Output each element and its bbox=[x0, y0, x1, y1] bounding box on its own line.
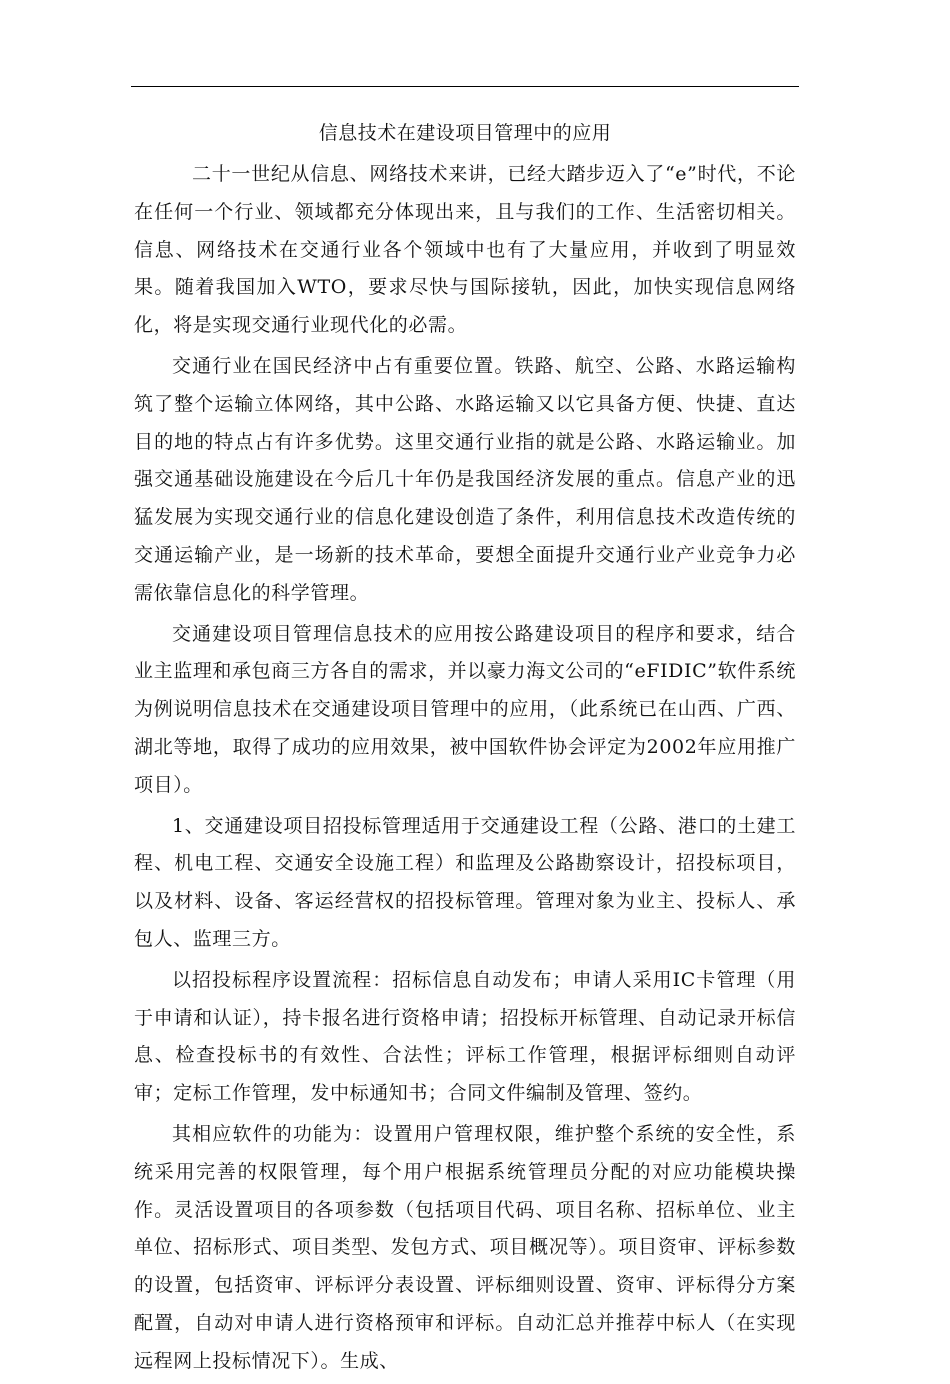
paragraph: 二十一世纪从信息、网络技术来讲，已经大踏步迈入了“e”时代，不论在任何一个行业、领域都充分体现出来，且与我们的工作、生活密切相关。信息、网络技术在交通行业各个领域中也有了大量应用，并收到了明显效果。随着我国加入WTO，要求尽快与国际接轨，因此，加快实现信息网络化，将是实现交通行业现代化的必需。 bbox=[134, 163, 796, 337]
paragraph: 1、交通建设项目招投标管理适用于交通建设工程（公路、港口的土建工程、机电工程、交通安全设施工程）和监理及公路勘察设计，招投标项目，以及材料、设备、客运经营权的招投标管理。管理对象为业主、投标人、承包人、监理三方。 bbox=[134, 814, 796, 950]
document-body bbox=[134, 156, 796, 1384]
paragraph: 以招投标程序设置流程：招标信息自动发布；申请人采用IC卡管理（用于申请和认证），持卡报名进行资格申请；招投标开标管理、自动记录开标信息、检查投标书的有效性、合法性；评标工作管理，根据评标细则自动评审；定标工作管理，发中标通知书；合同文件编制及管理、签约。 bbox=[134, 968, 796, 1105]
paragraph: 交通建设项目管理信息技术的应用按公路建设项目的程序和要求，结合业主监理和承包商三方各自的需求，并以豪力海文公司的“eFIDIC”软件系统为例说明信息技术在交通建设项目管理中的应用，（此系统已在山西、广西、湖北等地，取得了成功的应用效果，被中国软件协会评定为2002年应用推广项目）。 bbox=[134, 622, 796, 796]
header-rule bbox=[131, 86, 799, 87]
paragraph: 其相应软件的功能为：设置用户管理权限，维护整个系统的安全性，系统采用完善的权限管理，每个用户根据系统管理员分配的对应功能模块操作。灵活设置项目的各项参数（包括项目代码、项目名称、招标单位、业主单位、招标形式、项目类型、发包方式、项目概况等）。项目资审、评标参数的设置，包括资审、评标评分表设置、评标细则设置、资审、评标得分方案配置，自动对申请人进行资格预审和评标。自动汇总并推荐中标人（在实现远程网上投标情况下）。生成、 bbox=[134, 1122, 796, 1372]
document-title: 信息技术在建设项目管理中的应用 bbox=[318, 122, 612, 144]
paragraph: 交通行业在国民经济中占有重要位置。铁路、航空、公路、水路运输构筑了整个运输立体网络，其中公路、水路运输又以它具备方便、快捷、直达目的地的特点占有许多优势。这里交通行业指的就是公路、水路运输业。加强交通基础设施建设在今后几十年仍是我国经济发展的重点。信息产业的迅猛发展为实现交通行业的信息化建设创造了条件，利用信息技术改造传统的交通运输产业，是一场新的技术革命，要想全面提升交通行业产业竞争力必需依靠信息化的科学管理。 bbox=[134, 354, 796, 604]
